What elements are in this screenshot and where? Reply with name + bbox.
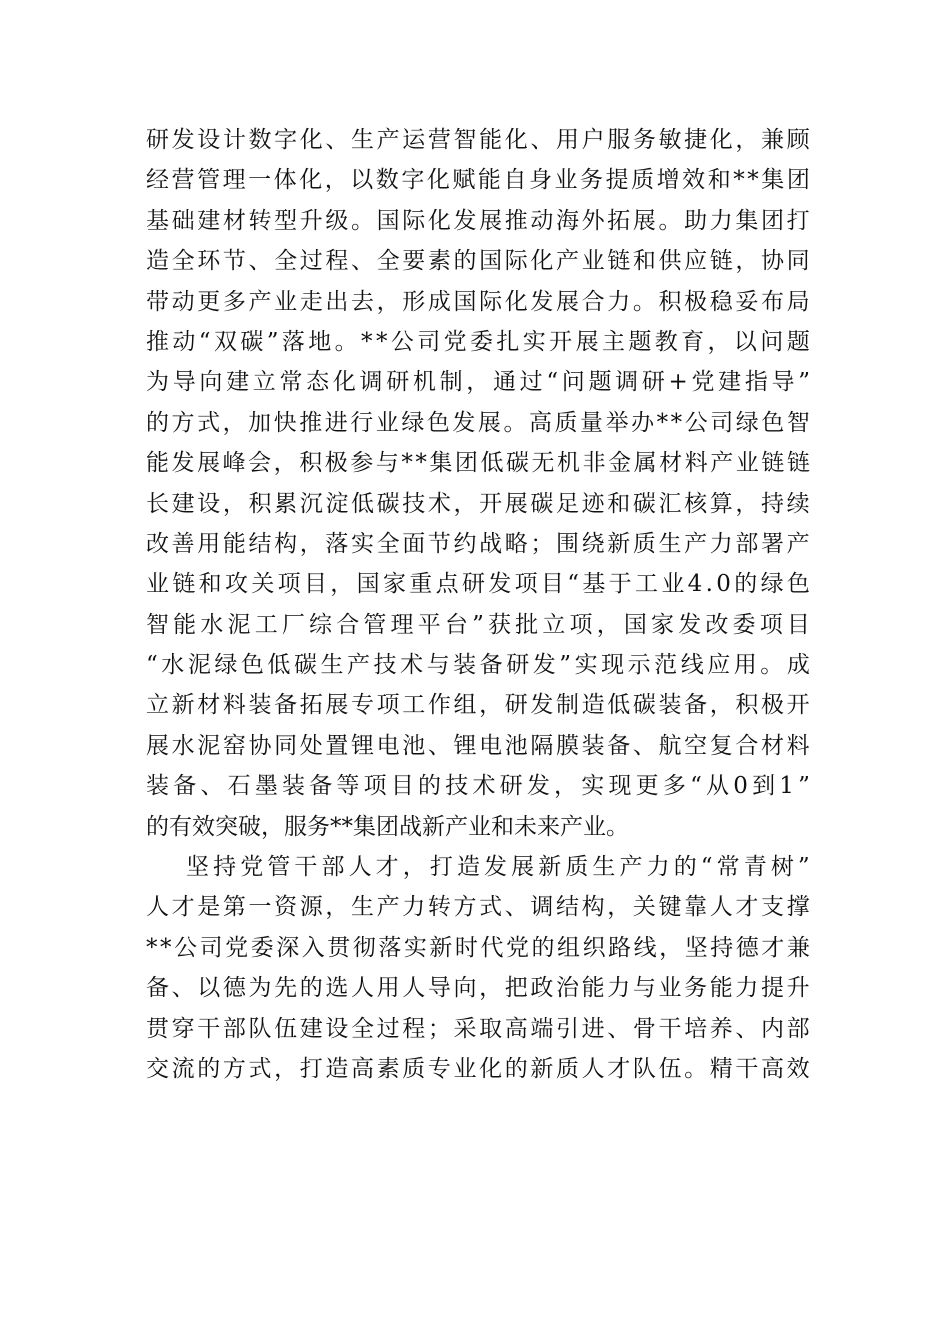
text-line: 带 动 更 多 产 业 走 出 去 ， 形 成 国 际 化 发 展 合 力 。 积 极 稳 妥 布 局 xyxy=(146,288,810,315)
text-line: 立 新 材 料 装 备 拓 展 专 项 工 作 组 ， 研 发 制 造 低 碳 装 备 ， 积 极 开 xyxy=(146,692,810,719)
text-line: 造 全 环 节 、 全 过 程 、 全 要 素 的 国 际 化 产 业 链 和 供 应 链 ， 协 同 xyxy=(146,248,810,275)
text-line: 坚 持 党 管 干 部 人 才 ， 打 造 发 展 新 质 生 产 力 的 “ 常 青 树 ” xyxy=(186,854,810,881)
text-line: 交 流 的 方 式 ， 打 造 高 素 质 专 业 化 的 新 质 人 才 队 伍 。 精 干 高 效 xyxy=(146,1055,810,1082)
text-line: 推 动 “ 双 碳 ” 落 地 。 * * 公 司 党 委 扎 实 开 展 主 题 教 育 ， 以 问 题 xyxy=(146,328,810,355)
text-line: 长 建 设 ， 积 累 沉 淀 低 碳 技 术 ， 开 展 碳 足 迹 和 碳 汇 核 算 ， 持 续 xyxy=(146,490,810,517)
text-line: 装 备 、 石 墨 装 备 等 项 目 的 技 术 研 发 ， 实 现 更 多 “ 从 0 到 1 ” xyxy=(146,773,810,800)
text-line: 业 链 和 攻 关 项 目 ， 国 家 重 点 研 发 项 目 “ 基 于 工 业 4 . 0 的 绿 色 xyxy=(146,571,810,598)
text-line: 智 能 水 泥 工 厂 综 合 管 理 平 台 ” 获 批 立 项 ， 国 家 发 改 委 项 目 xyxy=(146,611,810,638)
text-line: 贯 穿 干 部 队 伍 建 设 全 过 程 ； 采 取 高 端 引 进 、 骨 干 培 养 、 内 部 xyxy=(146,1015,810,1042)
text-line: 的 方 式 ， 加 快 推 进 行 业 绿 色 发 展 。 高 质 量 举 办 * * 公 司 绿 色 智 xyxy=(146,409,810,436)
text-line: 的有效突破，服务**集团战新产业和未来产业。 xyxy=(146,813,629,840)
text-line: 备 、 以 德 为 先 的 选 人 用 人 导 向 ， 把 政 治 能 力 与 业 务 能 力 提 升 xyxy=(146,975,810,1002)
text-line: 能 发 展 峰 会 ， 积 极 参 与 * * 集 团 低 碳 无 机 非 金 属 材 料 产 业 链 链 xyxy=(146,450,810,477)
text-line: 改 善 用 能 结 构 ， 落 实 全 面 节 约 战 略 ； 围 绕 新 质 生 产 力 部 署 产 xyxy=(146,530,810,557)
text-line: 人 才 是 第 一 资 源 ， 生 产 力 转 方 式 、 调 结 构 ， 关 键 靠 人 才 支 撑 xyxy=(146,894,810,921)
text-line: 基 础 建 材 转 型 升 级 。 国 际 化 发 展 推 动 海 外 拓 展 。 助 力 集 团 打 xyxy=(146,207,810,234)
text-line: * * 公 司 党 委 深 入 贯 彻 落 实 新 时 代 党 的 组 织 路 线 ， 坚 持 德 才 兼 xyxy=(146,934,810,961)
text-line: 经 营 管 理 一 体 化 ， 以 数 字 化 赋 能 自 身 业 务 提 质 增 效 和 * * 集 团 xyxy=(146,167,810,194)
text-line: “ 水 泥 绿 色 低 碳 生 产 技 术 与 装 备 研 发 ” 实 现 示 范 线 应 用 。 成 xyxy=(146,652,810,679)
text-line: 展 水 泥 窑 协 同 处 置 锂 电 池 、 锂 电 池 隔 膜 装 备 、 航 空 复 合 材 料 xyxy=(146,732,810,759)
text-line: 研 发 设 计 数 字 化 、 生 产 运 营 智 能 化 、 用 户 服 务 敏 捷 化 ， 兼 顾 xyxy=(146,127,810,153)
body-text xyxy=(146,120,810,1089)
text-line: 为 导 向 建 立 常 态 化 调 研 机 制 ， 通 过 “ 问 题 调 研 + 党 建 指 导 ” xyxy=(146,369,810,396)
